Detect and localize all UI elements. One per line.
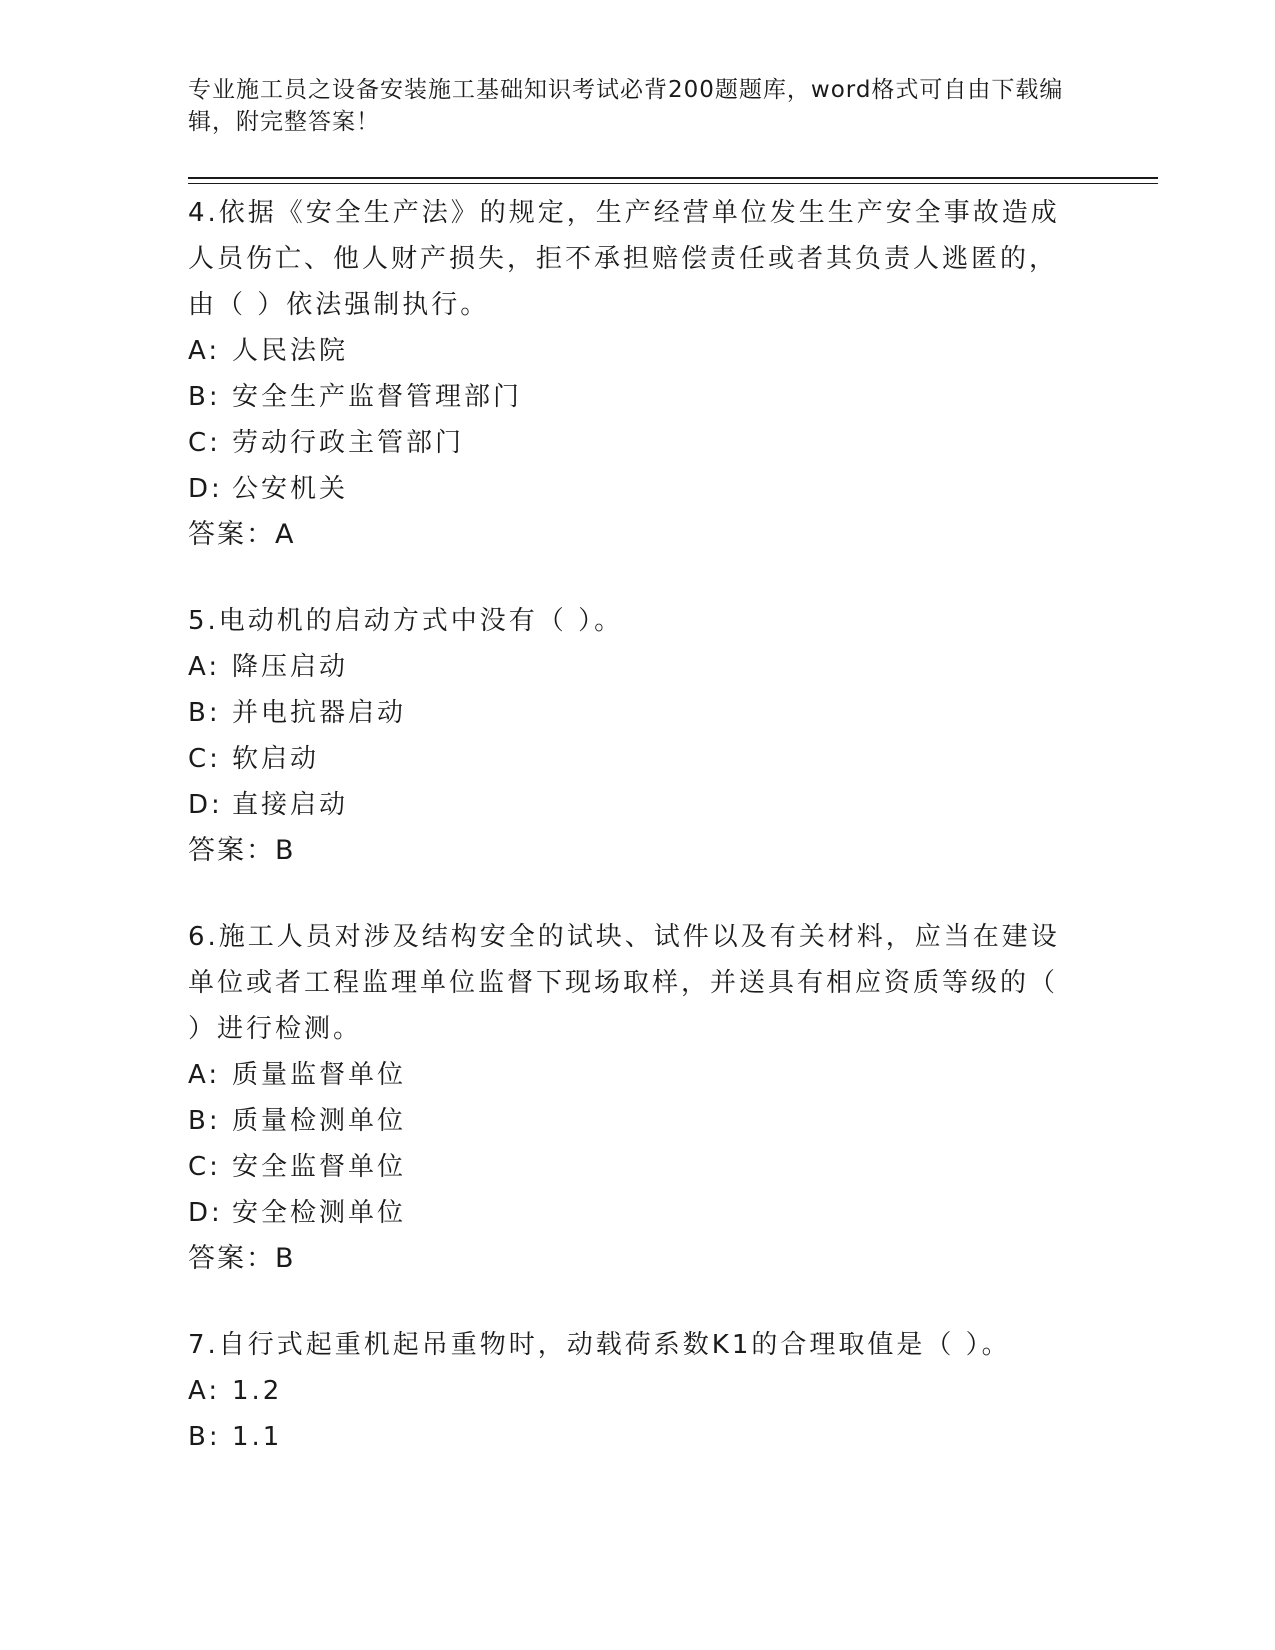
option-a xyxy=(188,1052,1068,1098)
option-text: 公安机关 xyxy=(232,474,349,504)
header-rule-thick xyxy=(188,177,1158,179)
header-rule-thin xyxy=(188,183,1158,184)
question-5 xyxy=(188,598,1068,874)
option-label: A: xyxy=(188,1060,221,1090)
option-text: 降压启动 xyxy=(232,652,349,682)
option-a xyxy=(188,644,1068,690)
option-b xyxy=(188,1414,1068,1460)
option-label: A: xyxy=(188,336,221,366)
option-text: 软启动 xyxy=(232,744,320,774)
option-text: 1.2 xyxy=(232,1376,283,1406)
option-text: 安全监督单位 xyxy=(232,1152,407,1182)
option-d xyxy=(188,466,1068,512)
option-text: 安全检测单位 xyxy=(232,1198,407,1228)
question-stem: 5.电动机的启动方式中没有（ ）。 xyxy=(188,606,624,636)
option-text: 劳动行政主管部门 xyxy=(232,428,465,458)
question-stem: 7.自行式起重机起吊重物时，动载荷系数K1的合理取值是（ ）。 xyxy=(188,1330,1011,1360)
option-a xyxy=(188,1368,1068,1414)
question-list xyxy=(188,190,1068,1500)
option-text: 质量检测单位 xyxy=(232,1106,407,1136)
option-text: 安全生产监督管理部门 xyxy=(232,382,523,412)
option-b xyxy=(188,690,1068,736)
option-b xyxy=(188,374,1068,420)
option-label: D: xyxy=(188,474,223,504)
option-text: 并电抗器启动 xyxy=(232,698,407,728)
option-b xyxy=(188,1098,1068,1144)
option-label: C: xyxy=(188,1152,221,1182)
option-c xyxy=(188,420,1068,466)
option-label: A: xyxy=(188,652,221,682)
question-4 xyxy=(188,190,1068,558)
option-label: A: xyxy=(188,1376,221,1406)
option-text: 质量监督单位 xyxy=(232,1060,407,1090)
option-label: B: xyxy=(188,1422,221,1452)
option-text: 人民法院 xyxy=(232,336,349,366)
question-stem: 4.依据《安全生产法》的规定，生产经营单位发生生产安全事故造成人员伤亡、他人财产损失，拒不承担赔偿责任或者其负责人逃匿的，由（ ）依法强制执行。 xyxy=(188,198,1060,320)
document-header: 专业施工员之设备安装施工基础知识考试必背200题题库，word格式可自由下载编辑，附完整答案！ xyxy=(188,77,1064,135)
answer-line: 答案：A xyxy=(188,519,296,550)
question-6 xyxy=(188,914,1068,1282)
answer-line: 答案：B xyxy=(188,1243,296,1274)
option-label: B: xyxy=(188,698,221,728)
question-7 xyxy=(188,1322,1068,1460)
option-label: B: xyxy=(188,382,221,412)
option-d xyxy=(188,782,1068,828)
option-label: C: xyxy=(188,428,221,458)
option-c xyxy=(188,1144,1068,1190)
option-label: B: xyxy=(188,1106,221,1136)
option-d xyxy=(188,1190,1068,1236)
option-a xyxy=(188,328,1068,374)
option-c xyxy=(188,736,1068,782)
option-text: 1.1 xyxy=(232,1422,283,1452)
option-label: D: xyxy=(188,1198,223,1228)
option-label: C: xyxy=(188,744,221,774)
option-label: D: xyxy=(188,790,223,820)
question-stem: 6.施工人员对涉及结构安全的试块、试件以及有关材料，应当在建设单位或者工程监理单位监督下现场取样，并送具有相应资质等级的（ ）进行检测。 xyxy=(188,922,1060,1044)
answer-line: 答案：B xyxy=(188,835,296,866)
option-text: 直接启动 xyxy=(232,790,349,820)
